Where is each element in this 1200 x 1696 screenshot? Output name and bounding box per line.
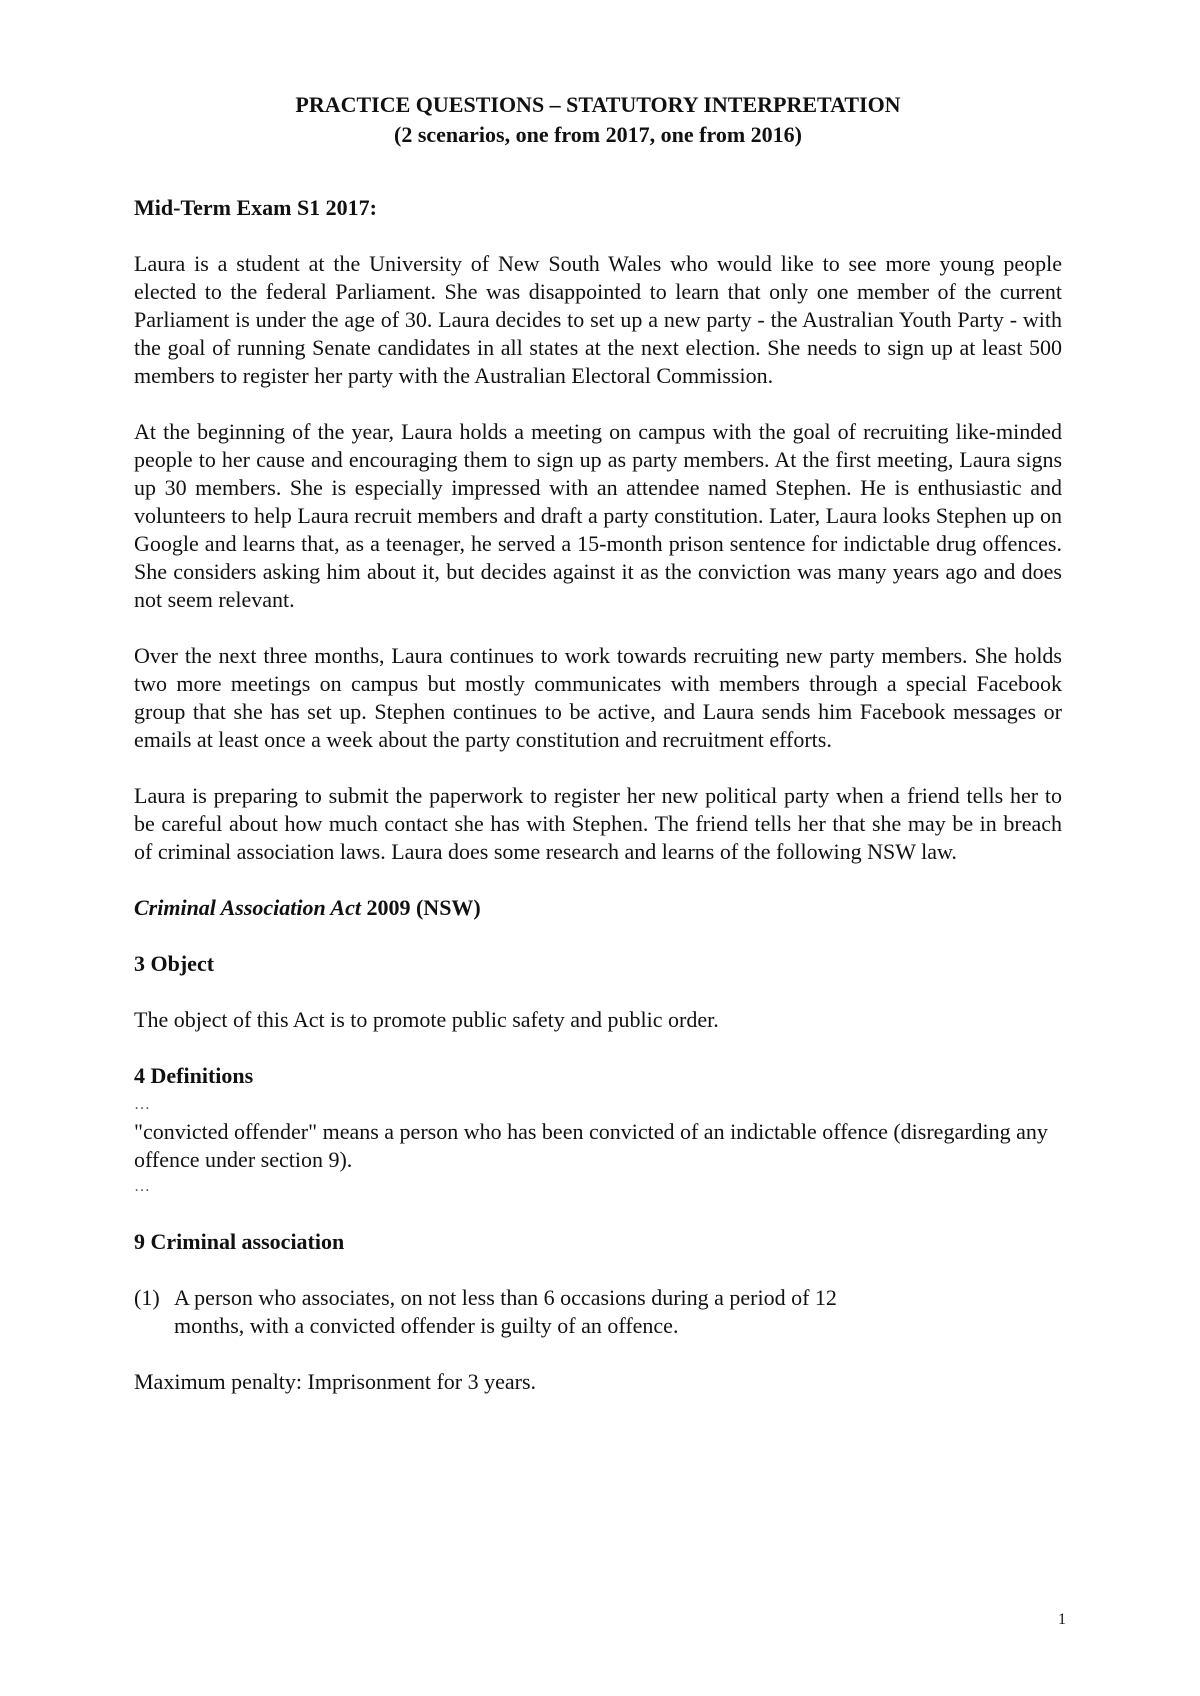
section-3-text: The object of this Act is to promote public safety and public order. — [134, 1007, 719, 1032]
section-4-definition: "convicted offender" means a person who has been convicted of an indictable offence (disregarding any offence under section 9). — [134, 1119, 1048, 1172]
section-9-penalty: Maximum penalty: Imprisonment for 3 years. — [134, 1369, 537, 1394]
act-title — [134, 894, 1062, 922]
page-content — [134, 90, 1062, 1424]
scenario-paragraph-4: Laura is preparing to submit the paperwork to register her new political party when a friend tells her to be careful about how much contact she has with Stephen. The friend tells her that she may be in breach of criminal association laws. Laura does some research and learns of the following NSW law. — [134, 783, 1062, 864]
section-3-heading: 3 Object — [134, 951, 215, 976]
scenario-paragraph-1: Laura is a student at the University of New South Wales who would like to see more young people elected to the federal Parliament. She was disappointed to learn that only one member of the current Parliament is under the age of 30. Laura decides to set up a new party - the Australian Youth Party - with the goal of running Senate candidates in all states at the next election. She needs to sign up at least 500 members to register her party with the Australian Electoral Commission. — [134, 251, 1062, 388]
act-title-italic: Criminal Association Act — [134, 895, 361, 920]
subsection-text: A person who associates, on not less than 6 occasions during a period of 12 months, with a convicted offender is guilty of an offence. — [174, 1285, 837, 1338]
page-number: 1 — [1058, 1611, 1066, 1628]
act-title-year: 2009 (NSW) — [360, 895, 481, 920]
document-subtitle: (2 scenarios, one from 2017, one from 2016) — [394, 122, 802, 147]
exam-heading: Mid-Term Exam S1 2017: — [134, 195, 378, 220]
subsection-number: (1) — [134, 1285, 160, 1310]
section-9-subsection-1 — [134, 1284, 1062, 1340]
document-title: PRACTICE QUESTIONS – STATUTORY INTERPRETATION — [295, 92, 901, 117]
section-4-heading: 4 Definitions — [134, 1063, 254, 1088]
scenario-paragraph-2: At the beginning of the year, Laura holds a meeting on campus with the goal of recruiting like-minded people to her cause and encouraging them to sign up as party members. At the first meeting, Laura signs up 30 members. She is especially impressed with an attendee named Stephen. He is enthusiastic and volunteers to help Laura recruit members and draft a party constitution. Later, Laura looks Stephen up on Google and learns that, as a teenager, he served a 15-month prison sentence for indictable drug offences. She considers asking him about it, but decides against it as the conviction was many years ago and does not seem relevant. — [134, 419, 1062, 612]
section-4-ellipsis-after: … — [134, 1178, 150, 1195]
section-9-heading: 9 Criminal association — [134, 1229, 345, 1254]
scenario-paragraph-3: Over the next three months, Laura continues to work towards recruiting new party members. She holds two more meetings on campus but mostly communicates with members through a special Facebook group that she has set up. Stephen continues to be active, and Laura sends him Facebook messages or emails at least once a week about the party constitution and recruitment efforts. — [134, 643, 1062, 752]
section-4-ellipsis-before: … — [134, 1096, 150, 1113]
